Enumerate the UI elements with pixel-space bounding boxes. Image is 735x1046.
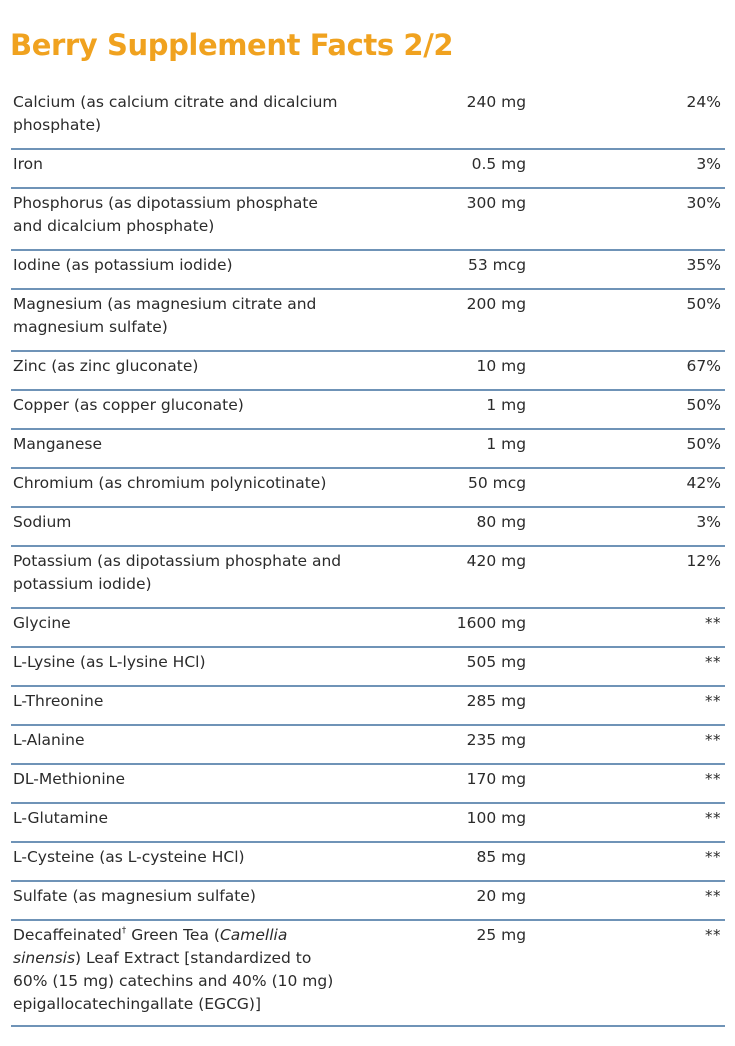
page-title: Berry Supplement Facts 2/2 (10, 28, 454, 62)
daily-value: 12% (686, 552, 721, 570)
nutrient-amount: 285 mg (466, 692, 527, 710)
nutrient-amount: 0.5 mg (471, 155, 527, 173)
nutrient-amount: 20 mg (476, 887, 527, 905)
nutrient-amount: 10 mg (476, 357, 527, 375)
table-row (11, 547, 725, 609)
nutrient-name: Magnesium (as magnesium citrate and magnesium sulfate) (13, 295, 317, 336)
daily-value: 3% (696, 155, 721, 173)
nutrient-name: Manganese (13, 435, 103, 453)
nutrient-name: Sulfate (as magnesium sulfate) (13, 887, 256, 905)
daily-value: ** (705, 809, 721, 827)
daily-value: 50% (686, 295, 721, 313)
nutrient-name: L-Lysine (as L-lysine HCl) (13, 653, 206, 671)
nutrient-name: L-Cysteine (as L-cysteine HCl) (13, 848, 245, 866)
nutrient-amount: 100 mg (466, 809, 527, 827)
table-row (11, 469, 725, 508)
nutrient-amount: 300 mg (466, 194, 527, 212)
nutrient-name (11, 924, 341, 1016)
table-row (11, 251, 725, 290)
daily-value: 42% (686, 474, 721, 492)
table-row (11, 804, 725, 843)
nutrient-name: Iodine (as potassium iodide) (13, 256, 233, 274)
table-row (11, 88, 725, 150)
nutrient-amount: 420 mg (466, 552, 527, 570)
daily-value: ** (705, 848, 721, 866)
table-row (11, 609, 725, 648)
daily-value: ** (705, 614, 721, 632)
nutrient-name: Phosphorus (as dipotassium phosphate and dicalcium phosphate) (13, 194, 318, 235)
nutrient-amount: 200 mg (466, 295, 527, 313)
nutrient-amount: 1600 mg (456, 614, 527, 632)
table-row (11, 765, 725, 804)
green-tea-text-2: Green Tea ( (126, 926, 220, 944)
table-row (11, 882, 725, 921)
table-row (11, 352, 725, 391)
nutrient-name: Iron (13, 155, 43, 173)
table-row (11, 391, 725, 430)
nutrient-name: Calcium (as calcium citrate and dicalcium phosphate) (13, 93, 338, 134)
daily-value: 3% (696, 513, 721, 531)
daily-value: ** (705, 731, 721, 749)
nutrient-name: L-Alanine (13, 731, 85, 749)
daily-value: ** (705, 926, 721, 944)
nutrient-amount: 80 mg (476, 513, 527, 531)
daily-value: 67% (686, 357, 721, 375)
nutrient-amount: 25 mg (476, 926, 527, 944)
nutrient-name: Sodium (13, 513, 72, 531)
table-row (11, 189, 725, 251)
nutrient-name: Potassium (as dipotassium phosphate and potassium iodide) (13, 552, 342, 593)
daily-value: ** (705, 770, 721, 788)
table-row (11, 508, 725, 547)
nutrient-amount: 53 mcg (467, 256, 527, 274)
dagger-mark: † (121, 925, 127, 936)
nutrient-amount: 235 mg (466, 731, 527, 749)
table-row (11, 150, 725, 189)
daily-value: 24% (686, 93, 721, 111)
green-tea-text-1: Decaffeinated (13, 926, 122, 944)
table-row (11, 687, 725, 726)
nutrient-name: Zinc (as zinc gluconate) (13, 357, 199, 375)
daily-value: 50% (686, 396, 721, 414)
table-row-green-tea (11, 921, 725, 1027)
table-row (11, 726, 725, 765)
daily-value: ** (705, 887, 721, 905)
nutrient-amount: 85 mg (476, 848, 527, 866)
nutrient-amount: 240 mg (466, 93, 527, 111)
table-row (11, 430, 725, 469)
nutrient-amount: 50 mcg (467, 474, 527, 492)
daily-value: ** (705, 692, 721, 710)
nutrient-name: Glycine (13, 614, 71, 632)
green-tea-text-3: ) Leaf Extract [standardized to 60% (15 mg) catechins and 40% (10 mg) epigallocatechingallate (EGCG)] (13, 949, 334, 1013)
table-row (11, 290, 725, 352)
daily-value: ** (705, 653, 721, 671)
daily-value: 50% (686, 435, 721, 453)
table-row (11, 843, 725, 882)
nutrient-name: Chromium (as chromium polynicotinate) (13, 474, 327, 492)
nutrient-amount: 170 mg (466, 770, 527, 788)
nutrient-name: L-Threonine (13, 692, 104, 710)
nutrient-amount: 505 mg (466, 653, 527, 671)
daily-value: 35% (686, 256, 721, 274)
latin-genus: Camellia (219, 926, 288, 944)
nutrient-name: Copper (as copper gluconate) (13, 396, 244, 414)
nutrient-amount: 1 mg (486, 396, 527, 414)
nutrient-name: DL-Methionine (13, 770, 125, 788)
daily-value: 30% (686, 194, 721, 212)
nutrient-name: L-Glutamine (13, 809, 109, 827)
facts-table (11, 88, 725, 1027)
latin-species: sinensis (13, 949, 76, 967)
nutrient-amount: 1 mg (486, 435, 527, 453)
table-row (11, 648, 725, 687)
